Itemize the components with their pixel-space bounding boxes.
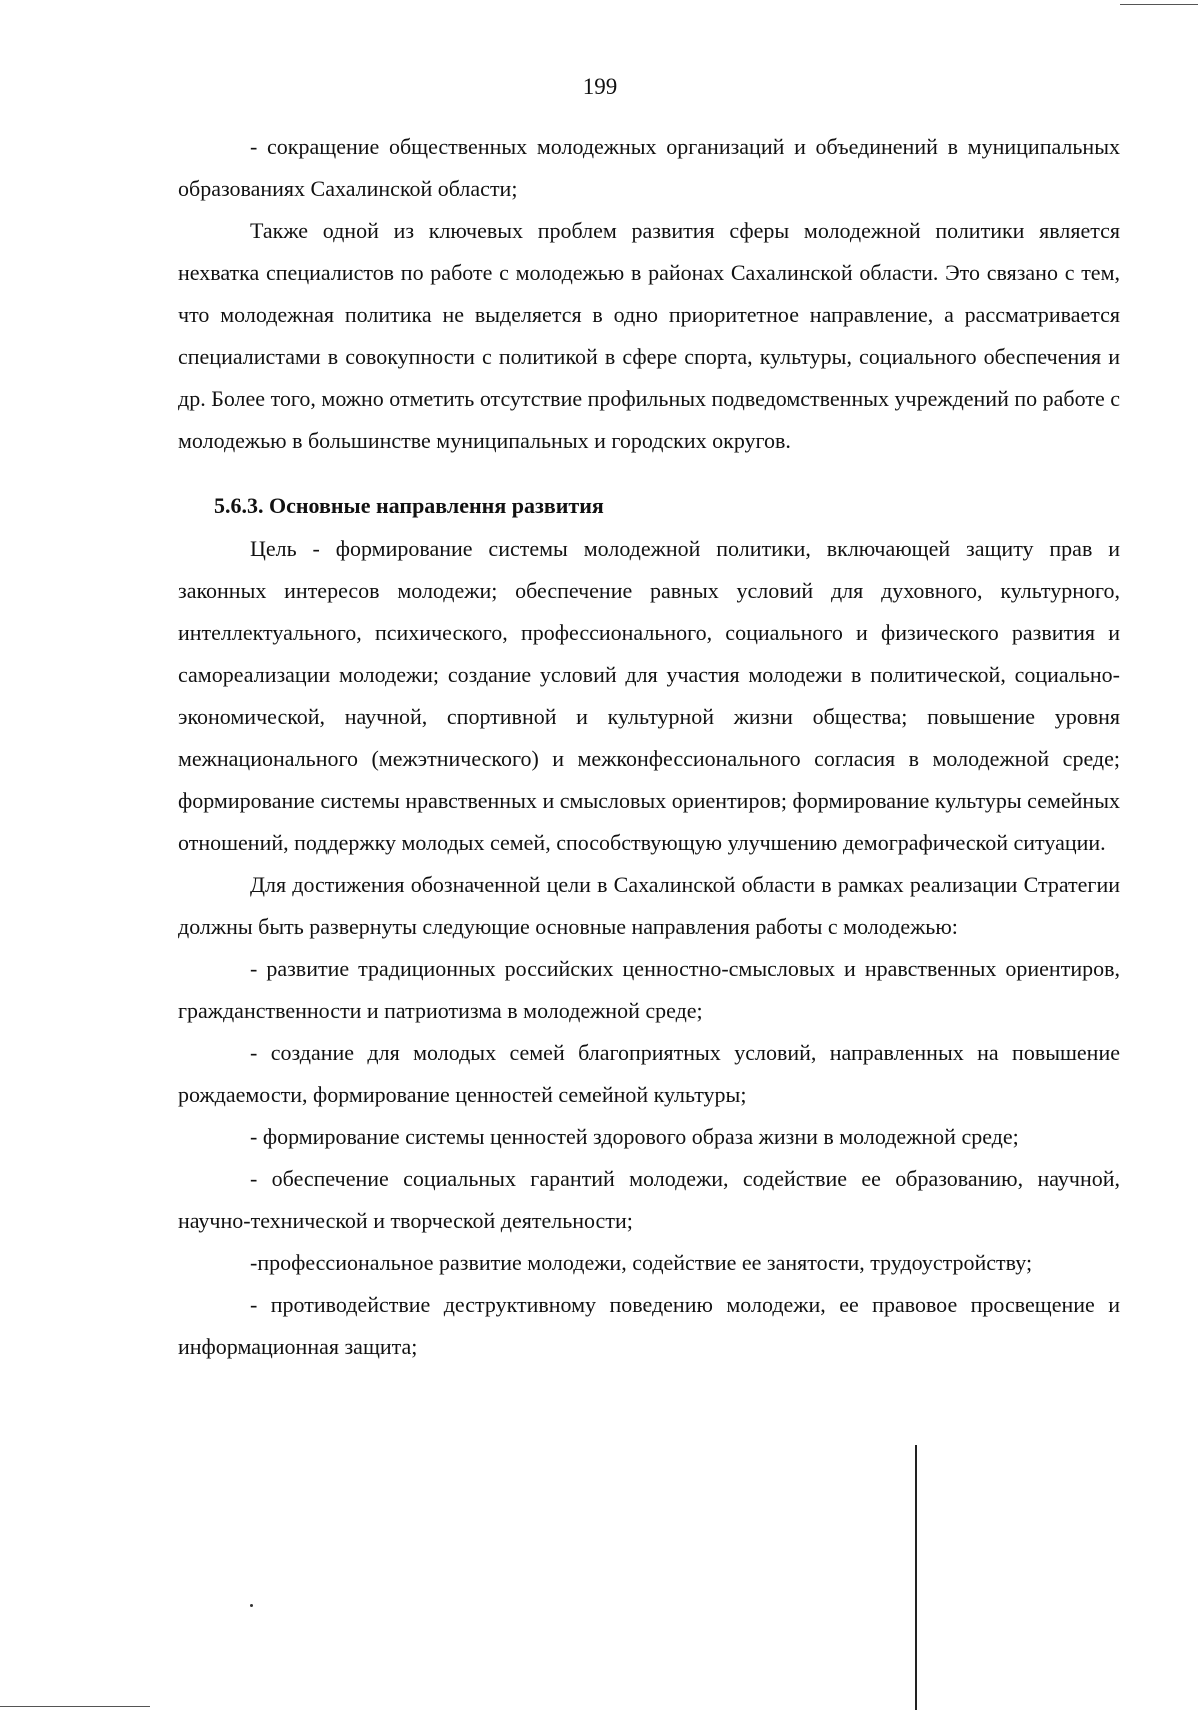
paragraph: - сокращение общественных молодежных организаций и объединений в муниципальных образованиях Сахалинской области; (178, 134, 1120, 201)
paragraph: Также одной из ключевых проблем развития сферы молодежной политики является нехватка специалистов по работе с молодежью в районах Сахалинской области. Это связано с тем, что молодежная политика не выделяется в одно приоритетное направление, а рассматривается специалистами в совокупности с политикой в сфере спорта, культуры, социального обеспечения и др. Более того, можно отметить отсутствие профильных подведомственных учреждений по работе с молодежью в большинстве муниципальных и городских округов. (178, 218, 1120, 453)
scan-artifact-line (915, 1445, 917, 1710)
list-item: - противодействие деструктивному поведению молодежи, ее правовое просвещение и информационная защита; (178, 1292, 1120, 1359)
section-heading: 5.6.3. Основные направлення развития (214, 493, 604, 518)
list-item: - развитие традиционных российских ценностно-смысловых и нравственных ориентиров, гражданственности и патриотизма в молодежной среде; (178, 956, 1120, 1023)
list-item: -профессиональное развитие молодежи, содействие ее занятости, трудоустройству; (250, 1250, 1033, 1275)
list-item: - формирование системы ценностей здорового образа жизни в молодежной среде; (250, 1124, 1019, 1149)
scan-artifact-dot (250, 1604, 253, 1607)
document-body (178, 126, 1120, 1368)
page-number: 199 (582, 74, 618, 99)
list-item: - создание для молодых семей благоприятных условий, направленных на повышение рождаемости, формирование ценностей семейной культуры; (178, 1040, 1120, 1107)
paragraph: Для достижения обозначенной цели в Сахалинской области в рамках реализации Стратегии должны быть развернуты следующие основные направления работы с молодежью: (178, 872, 1120, 939)
list-item: - обеспечение социальных гарантий молодежи, содействие ее образованию, научной, научно-технической и творческой деятельности; (178, 1166, 1120, 1233)
scan-edge-line (0, 1706, 150, 1707)
paragraph: Цель - формирование системы молодежной политики, включающей защиту прав и законных интересов молодежи; обеспечение равных условий для духовного, культурного, интеллектуального, психического, профессионального, социального и физического развития и самореализации молодежи; создание условий для участия молодежи в политической, социально-экономической, научной, спортивной и культурной жизни общества; повышение уровня межнационального (межэтнического) и межконфессионального согласия в молодежной среде; формирование системы нравственных и смысловых ориентиров; формирование культуры семейных отношений, поддержку молодых семей, способствующую улучшению демографической ситуации. (178, 536, 1120, 855)
scan-edge-line (1120, 4, 1198, 5)
